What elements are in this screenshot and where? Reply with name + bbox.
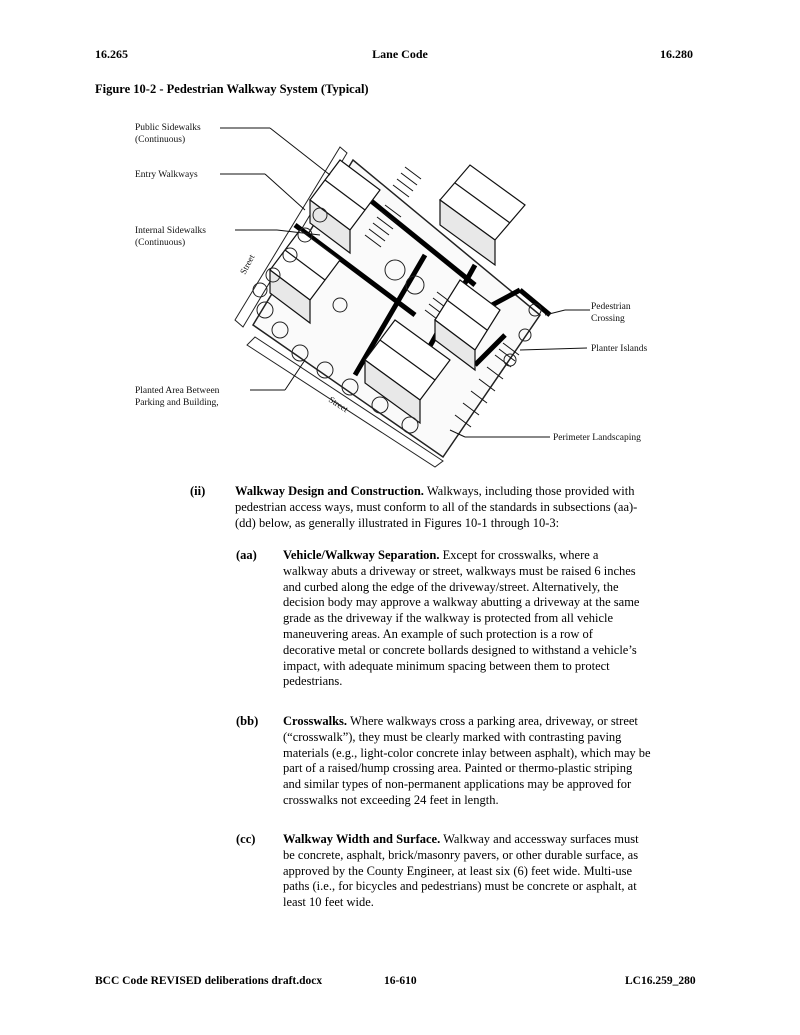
section-aa-line-1: [283, 548, 711, 564]
street-label-left: Street: [237, 252, 257, 276]
section-bb-line-6: crosswalks not exceeding 24 feet in length.: [283, 792, 499, 807]
section-cc-number: (cc): [236, 832, 256, 846]
section-bb-line-5: and similar types of non-permanent applications may be approved for: [283, 777, 632, 792]
callout-public-sidewalks-line2: (Continuous): [135, 135, 186, 145]
section-ii-number: (ii): [190, 484, 206, 498]
callout-entry-walkways: Entry Walkways: [135, 170, 198, 180]
callout-planted-area-line1: Planted Area Between: [135, 386, 220, 396]
header-title: Lane Code: [372, 47, 428, 61]
section-ii-text: Walkways, including those provided with: [426, 484, 635, 498]
header-section-end: 16.280: [660, 47, 693, 61]
section-aa-title: Vehicle/Walkway Separation.: [283, 548, 440, 562]
callout-planted-area-line2: Parking and Building,: [135, 398, 219, 408]
callout-pedestrian-crossing-line1: Pedestrian: [591, 302, 631, 312]
section-cc-line-1: [283, 832, 711, 848]
section-bb-line-3: materials (e.g., light-color concrete inlay between asphalt), which may be: [283, 745, 651, 760]
section-bb-title: Crosswalks.: [283, 714, 348, 728]
callout-pedestrian-crossing-line2: Crossing: [591, 314, 625, 324]
section-aa-line-9: pedestrians.: [283, 674, 343, 689]
callout-internal-sidewalks-line2: (Continuous): [135, 238, 186, 248]
callout-planter-islands: Planter Islands: [591, 344, 648, 354]
site-plan-illustration: [125, 105, 685, 470]
section-bb-line-1: [283, 714, 711, 730]
footer-section-range: LC16.259_280: [625, 975, 696, 987]
section-cc-line-3: approved by the County Engineer, at least six (6) feet wide. Multi-use: [283, 863, 633, 878]
section-bb-text: Where walkways cross a parking area, driveway, or street: [349, 714, 638, 728]
section-cc-line-5: least 10 feet wide.: [283, 895, 374, 910]
section-aa-line-4: decision body may approve a walkway abutting a driveway at the same: [283, 595, 640, 610]
callout-public-sidewalks-line1: Public Sidewalks: [135, 123, 201, 133]
section-bb-number: (bb): [236, 714, 259, 728]
footer-document-name: BCC Code REVISED deliberations draft.docx: [95, 975, 323, 987]
figure-title: Figure 10-2 - Pedestrian Walkway System (Typical): [95, 82, 369, 96]
section-ii-line-2: pedestrian access ways, must conform to all of the standards in subsections (aa)-: [235, 499, 638, 514]
section-aa-line-3: and curbed along the edge of the driveway/street. Alternatively, the: [283, 579, 619, 594]
section-aa-line-8: impact, with adequate minimum spacing between them to protect: [283, 658, 610, 673]
section-aa-line-2: walkway abuts a driveway or street, walkways must be raised 6 inches: [283, 563, 636, 578]
street-label-bottom: Street: [326, 394, 350, 415]
section-aa-line-7: decorative metal or concrete bollards designed to withstand a vehicle’s: [283, 642, 637, 657]
section-bb-line-2: (“crosswalk”), they must be clearly marked with contrasting paving: [283, 729, 622, 744]
section-cc-title: Walkway Width and Surface.: [283, 832, 441, 846]
footer-page-number: 16-610: [384, 975, 417, 987]
section-bb-line-4: part of a raised/hump crossing area. Painted or thermo-plastic striping: [283, 761, 633, 776]
section-ii-line-3: (dd) below, as generally illustrated in Figures 10-1 through 10-3:: [235, 515, 560, 530]
section-aa-text: Except for crosswalks, where a: [442, 548, 599, 562]
pedestrian-walkway-figure: [125, 105, 685, 470]
section-aa-line-6: maneuvering areas. An example of such protection is a row of: [283, 626, 593, 641]
section-aa-number: (aa): [236, 548, 257, 562]
section-aa-line-5: grade as the driveway if the walkway is protected from all vehicle: [283, 611, 614, 626]
section-cc-line-2: be concrete, asphalt, brick/masonry pavers, or other durable surface, as: [283, 847, 639, 862]
header-section-start: 16.265: [95, 47, 128, 61]
callout-internal-sidewalks-line1: Internal Sidewalks: [135, 226, 206, 236]
section-cc-line-4: paths (i.e., for bicycles and pedestrians) must be concrete or asphalt, at: [283, 879, 637, 894]
section-ii-title: Walkway Design and Construction.: [235, 484, 424, 498]
section-ii-line-1: [235, 484, 710, 500]
section-cc-text: Walkway and accessway surfaces must: [443, 832, 639, 846]
callout-perimeter-landscaping: Perimeter Landscaping: [553, 433, 641, 443]
